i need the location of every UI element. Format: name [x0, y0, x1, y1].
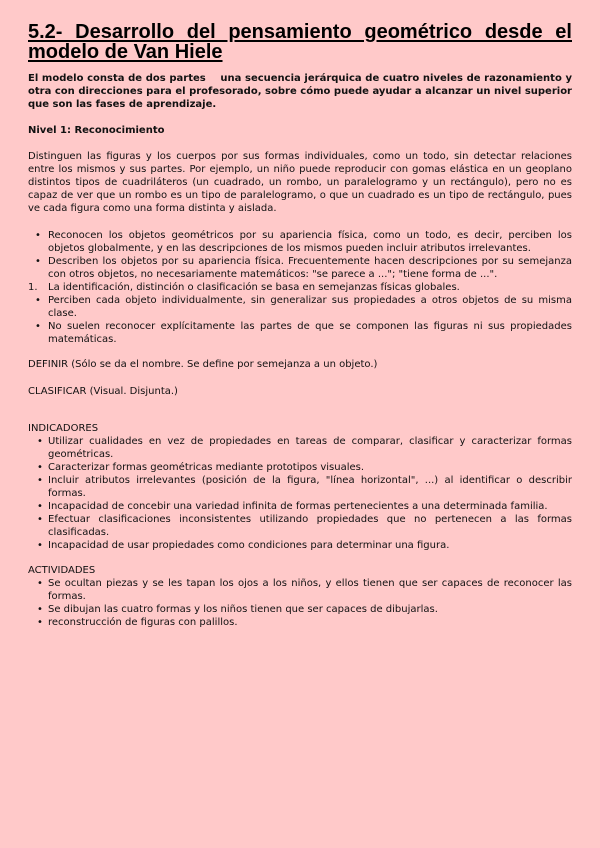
- intro-paragraph: El modelo consta de dos partes una secuencia jerárquica de cuatro niveles de razonamiento y otra con direcciones para el profesorado, sobre cómo puede ayudar a alcanzar un nivel superior que son las fases de aprendizaje.: [28, 73, 576, 110]
- list-item: • reconstrucción de figuras con palillos.: [28, 616, 572, 629]
- list-item: • Incapacidad de concebir una variedad infinita de formas pertenecientes a una determinada familia.: [28, 500, 572, 513]
- list-item: • Incapacidad de usar propiedades como condiciones para determinar una figura.: [28, 539, 572, 552]
- list-item: • Reconocen los objetos geométricos por su apariencia física, como un todo, es decir, perciben los objetos globalmente, y en las descripciones de los mismos pueden incluir atributos irrelevantes.: [28, 229, 572, 255]
- list-item-text: La identificación, distinción o clasificación se basa en semejanzas físicas globales.: [48, 282, 460, 293]
- list-item-numbered: [28, 281, 572, 294]
- clasificar-line: CLASIFICAR (Visual. Disjunta.): [28, 386, 178, 397]
- list-number: 1.: [28, 282, 38, 293]
- actividades-list: [28, 577, 572, 629]
- indicadores-list: [28, 435, 572, 552]
- level-1-characteristics-list: [28, 229, 572, 346]
- list-item: • Incluir atributos irrelevantes (posición de la figura, "línea horizontal", ...) al identificar o describir formas.: [28, 474, 572, 500]
- list-item: • Se ocultan piezas y se les tapan los ojos a los niños, y ellos tienen que ser capaces de reconocer las formas.: [28, 577, 572, 603]
- indicadores-title: INDICADORES: [28, 423, 99, 434]
- list-item: • Perciben cada objeto individualmente, sin generalizar sus propiedades a otros objetos de su misma clase.: [28, 294, 572, 320]
- page-title: 5.2- Desarrollo del pensamiento geométrico desde el modelo de Van Hiele: [28, 21, 572, 63]
- list-item: • Describen los objetos por su apariencia física. Frecuentemente hacen descripciones por su semejanza con otros objetos, no necesariamente matemáticos: "se parece a ..."; "tiene forma de ...".: [28, 255, 572, 281]
- actividades-title: ACTIVIDADES: [28, 565, 96, 576]
- definir-line: DEFINIR (Sólo se da el nombre. Se define por semejanza a un objeto.): [28, 359, 378, 370]
- list-item: • Caracterizar formas geométricas mediante prototipos visuales.: [28, 461, 572, 474]
- list-item: • Efectuar clasificaciones inconsistentes utilizando propiedades que no pertenecen a las formas clasificadas.: [28, 513, 572, 539]
- list-item: • Utilizar cualidades en vez de propiedades en tareas de comparar, clasificar y caracterizar formas geométricas.: [28, 435, 572, 461]
- level-1-description: Distinguen las figuras y los cuerpos por sus formas individuales, como un todo, sin detectar relaciones entre los mismos y sus partes. Por ejemplo, un niño puede reproducir con gomas elástica en un geoplano distintos tipos de cuadriláteros (un cuadrado, un rombo, un paralelogramo y un rectángulo), pero no es capaz de ver que un rombo es un tipo de paralelogramo, o que un cuadrado es un tipo de rectángulo, pues ve cada figura como una forma distinta y aislada.: [28, 151, 572, 214]
- level-1-title: Nivel 1: Reconocimiento: [28, 125, 165, 136]
- list-item: • No suelen reconocer explícitamente las partes de que se componen las figuras ni sus propiedades matemáticas.: [28, 320, 572, 346]
- list-item: • Se dibujan las cuatro formas y los niños tienen que ser capaces de dibujarlas.: [28, 603, 572, 616]
